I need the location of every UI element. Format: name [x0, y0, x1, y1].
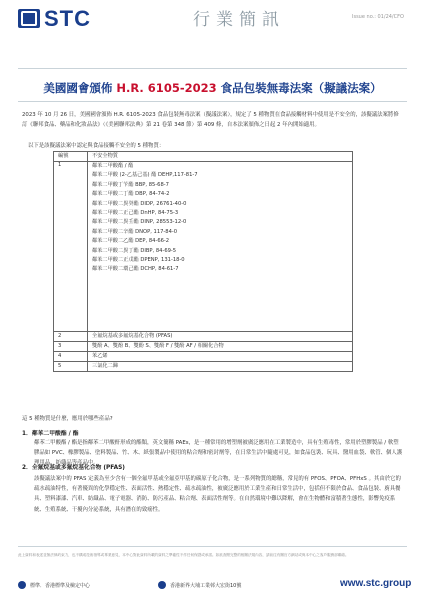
row-number: 1	[54, 162, 88, 332]
headline-part2: 食品包裝無毒法案（擬議法案）	[220, 81, 382, 95]
top-divider	[18, 68, 407, 69]
substance-item: 鄰苯二甲酸酯 / 酯	[92, 163, 134, 169]
section-heading-1: 1．鄰苯二甲酸酯 / 酯	[22, 431, 79, 437]
substance-item: 全氟烷基或多氟烷基化合物 (PFAS)	[88, 332, 353, 342]
section-body-2: 該擬議法案中的 PFAS 定義為至少含有一個全氟甲基或全氟亞甲基的碳原子化合物，是一系列物質的總稱，常見的有 PFOS、PFOA、PFHxS 。其由於它的疏水疏油特性，有著優異的化學穩定性、表面活性、熱穩定性、疏水疏油性，被廣泛應用於工業生產和日常生活中，包括但不限於食品、食品包裝、廚具餐具、塑料漆漆、汽車、紡織品、電子電器、消防、防污產品、粘合劑、表面活性劑等。在自然環境中難以降解，會在生物體和富積著生態性，影響免疫系統、生殖系統、干擾內分泌系統，具有潛在的致癌性。	[34, 476, 401, 513]
footer-logo-icon	[18, 581, 26, 589]
substance-item: 鄰苯二甲酸二正戊酯 DPENP, 131-18-0	[92, 257, 185, 264]
disclaimer-footnote: 此上資料和表述並無法律約束力，也不構成技術指導或專業意見，本中心對此資料所載的資料之準確性不作任何保證或承諾。如欲查閱完整的相關法規內容，請前往有關官方網站或與本中心之客戶服務部聯絡。	[18, 553, 349, 557]
footer-website-link[interactable]: www.stc.group	[340, 578, 412, 589]
section-heading-2: 2．全氟烷基或多氟烷基化合物 (PFAS)	[22, 465, 125, 471]
headline-divider	[18, 101, 407, 102]
substance-item: 苯乙烯	[88, 352, 353, 362]
row-number: 3	[54, 342, 88, 352]
issue-number: Issue no.: 01/24/CFO	[352, 14, 404, 20]
headline	[18, 80, 407, 96]
footer-address: 香港新界大埔工業邨大宏街10號	[170, 583, 242, 589]
logo-text: STC	[44, 6, 91, 31]
table-header-substance: 不安全物質	[88, 152, 353, 162]
table-row	[54, 362, 353, 372]
stc-logo-icon	[18, 9, 40, 28]
substance-item: 鄰苯二甲酸丁苄酯 BBP, 85-68-7	[92, 181, 169, 188]
table-lead: 以下是該擬議法案中認定與食品接觸不安全的 5 種物質：	[28, 143, 165, 149]
table-header-number: 編號	[54, 152, 88, 162]
substance-item: 三氯化二銻	[88, 362, 353, 372]
table-row	[54, 352, 353, 362]
location-icon	[158, 581, 166, 589]
substance-item: 鄰苯二甲酸二環己酯 DCHP, 84-61-7	[92, 266, 179, 273]
substance-item: 鄰苯二甲酸二異壬酯 DINP, 28553-12-0	[92, 219, 187, 226]
table-row	[54, 342, 353, 352]
substance-item: 鄰苯二甲酸二乙酯 DEP, 84-66-2	[92, 238, 170, 245]
table-row	[54, 332, 353, 342]
substance-item: 鄰苯二甲酸 (2-乙基己基) 酯 DEHP,117-81-7	[92, 172, 198, 179]
question-text: 這 5 種物質是什麼，應用於哪些產品?	[22, 416, 113, 422]
row-number: 5	[54, 362, 88, 372]
section-body-1: 鄰苯二甲酸酯 / 酯是指鄰苯二甲酸酐形成的酯類，英文簡稱 PAEs，是一種常用的增塑劑被廣泛應用在工業製造中，具有生殖毒性，常用於塑膠製品 / 軟塑膠品如 PVC、橡膠製品、塗料製品、竹、木、紙張製品中使用的粘合劑和密封劑等，在日常生活中隨處可見，如食品包裝、玩具、醫用血袋、軟管、個人護理用品、紡織品等產品中。	[34, 440, 403, 467]
intro-paragraph: 2023 年 10 月 26 日，美國國會頒佈 H.R. 6105-2023 食品包裝無毒法案（擬議法案），規定了 5 種物質在食品接觸材料中使用是不安全的，該擬議法案將修訂《聯邦食品、藥品和化妝品法》（《美國聯邦法典》第 21 卷第 348 節）第 409 條，自本法案頒佈之日起 2 年內開始適用。	[22, 112, 399, 128]
substance-item: 鄰苯二甲酸二辛酯 DNOP, 117-84-0	[92, 228, 178, 235]
substance-item: 鄰苯二甲酸二丁酯 DBP, 84-74-2	[92, 191, 170, 198]
substance-item: 鄰苯二甲酸二異丁酯 DIBP, 84-69-5	[92, 247, 177, 254]
row-number: 2	[54, 332, 88, 342]
headline-bill: H.R. 6105-2023	[116, 81, 217, 95]
row-number: 4	[54, 352, 88, 362]
substance-item: 鄰苯二甲酸二正己酯 DnHP, 84-75-3	[92, 210, 179, 217]
footer-org: 標準．香港標準及檢定中心	[30, 583, 91, 589]
headline-part1: 美國國會頒佈	[43, 81, 113, 95]
footer-divider	[18, 546, 407, 547]
table-row	[54, 162, 353, 332]
table-header-row	[54, 152, 353, 162]
header	[0, 0, 425, 38]
substance-item: 鄰苯二甲酸二異癸酯 DIDP, 26761-40-0	[92, 200, 187, 207]
substance-table	[53, 151, 353, 372]
substance-item: 雙酚 A、雙酚 B、雙酚 S、雙酚 F / 雙酚 AF / 相關化合物	[88, 342, 353, 352]
publication-title: 行業簡訊	[193, 10, 285, 30]
row-items	[88, 162, 353, 332]
